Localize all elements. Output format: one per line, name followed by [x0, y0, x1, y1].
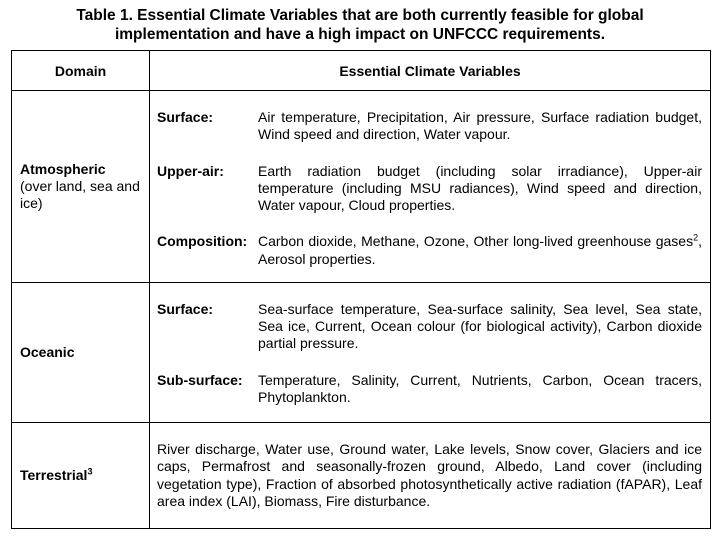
domain-sub-atmospheric: (over land, sea and ice) [20, 178, 140, 211]
atmos-composition-row [157, 233, 702, 268]
row-atmospheric [12, 91, 711, 283]
atmos-composition-label: Composition: [157, 233, 248, 250]
table-caption [20, 6, 700, 44]
domain-name-atmospheric: Atmospheric [20, 161, 106, 177]
domain-atmospheric [12, 91, 150, 283]
caption-line-2: implementation and have a high impact on UNFCCC requirements. [114, 26, 606, 43]
row-oceanic [12, 283, 711, 423]
ocean-subsurface-label: Sub-surface: [157, 371, 243, 388]
variables-atmospheric [150, 91, 711, 283]
terrestrial-text: River discharge, Water use, Ground water, Lake levels, Snow cover, Glaciers and ice caps, Permafrost and seasonally-frozen ground, Albedo, Land cover (including vegetation type), Fraction of absorbed photosynthetically active radiation (fAPAR), Leaf area index (LAI), Biomass, Fire disturbance. [157, 440, 702, 509]
atmos-composition-text [258, 233, 702, 268]
footnote-3-marker: 3 [87, 466, 93, 477]
header-variables: Essential Climate Variables [150, 51, 711, 91]
caption-line-1: Table 1. Essential Climate Variables that are both currently feasible for global [76, 7, 644, 24]
domain-name-terrestrial [20, 467, 149, 484]
ocean-subsurface-text: Temperature, Salinity, Current, Nutrients, Carbon, Ocean tracers, Phytoplankton. [258, 371, 702, 405]
domain-terrestrial [12, 423, 150, 529]
variables-oceanic [150, 283, 711, 423]
ocean-surface-text: Sea-surface temperature, Sea-surface salinity, Sea level, Sea state, Sea ice, Current, Ocean colour (for biological activity), Carbon dioxide partial pressure. [258, 300, 702, 352]
atmos-upperair-row [157, 163, 702, 215]
domain-oceanic [12, 283, 150, 423]
atmos-surface-text: Air temperature, Precipitation, Air pressure, Surface radiation budget, Wind speed and direction, Water vapour. [258, 108, 702, 143]
atmos-surface-label: Surface: [157, 108, 214, 125]
terrestrial-row [157, 441, 702, 510]
ecv-table [11, 50, 711, 529]
ocean-surface-label: Surface: [157, 300, 214, 317]
header-row [12, 51, 711, 91]
row-terrestrial [12, 423, 711, 529]
domain-name-oceanic: Oceanic [20, 344, 75, 360]
atmos-upperair-text: Earth radiation budget (including solar irradiance), Upper-air temperature (including MSU radiances), Wind speed and direction, Water vapour, Cloud properties. [258, 162, 702, 214]
header-domain: Domain [12, 51, 150, 91]
footnote-2-marker: 2 [693, 232, 699, 243]
atmos-composition-text-b: , Aerosol properties. [258, 233, 702, 267]
variables-terrestrial [150, 423, 711, 529]
atmos-upperair-label: Upper-air: [157, 162, 224, 179]
terrestrial-name: Terrestrial [20, 467, 88, 483]
ocean-surface-row [157, 301, 702, 353]
atmos-surface-row [157, 109, 702, 144]
ocean-subsurface-row [157, 372, 702, 407]
atmos-composition-text-a: Carbon dioxide, Methane, Ozone, Other long-lived greenhouse gases [258, 233, 694, 250]
